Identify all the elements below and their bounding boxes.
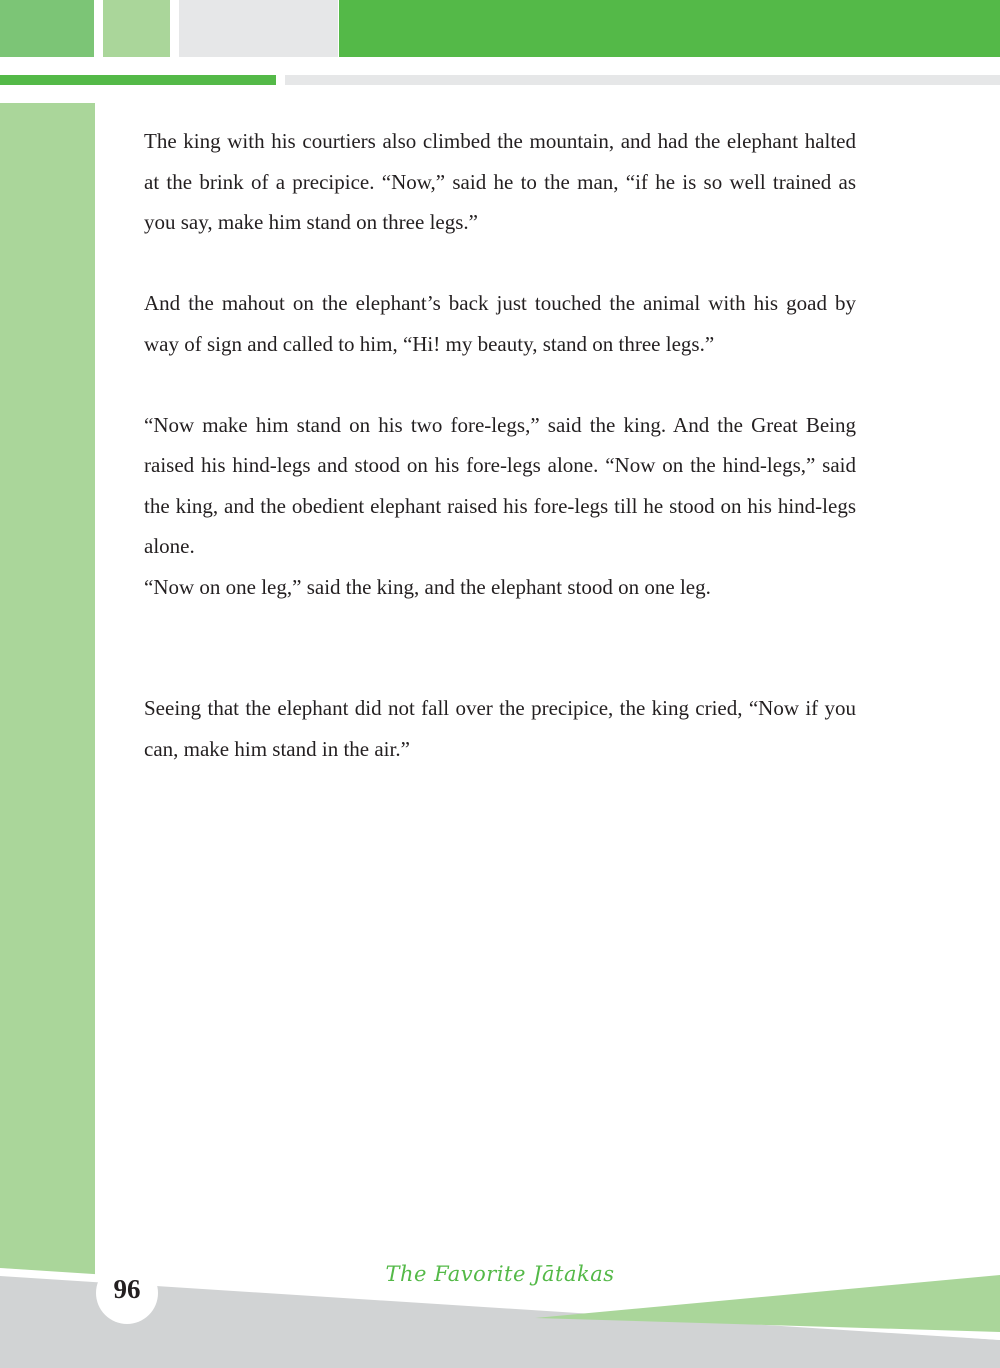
left-side-bar — [0, 103, 95, 1368]
header-block-2 — [103, 0, 170, 57]
paragraph-4: “Now on one leg,” said the king, and the elephant stood on one leg. — [144, 574, 711, 599]
page-number: 96 — [113, 1274, 141, 1304]
paragraph-5: Seeing that the elephant did not fall over the precipice, the king cried, “Now if you can, make him stand in the air.” — [144, 696, 856, 761]
header-rule-gray — [285, 75, 1000, 85]
paragraph-3: “Now make him stand on his two fore-legs,” said the king. And the Great Being raised his hind-legs and stood on his fore-legs alone. “Now on the hind-legs,” said the king, and the obedient elephant raised his fore-legs till he stood on his hind-legs alone. — [144, 412, 856, 558]
header-block-4 — [339, 0, 1000, 57]
page-content — [144, 121, 856, 769]
paragraph-2: And the mahout on the elephant’s back just touched the animal with his goad by way of sign and called to him, “Hi! my beauty, stand on three legs.” — [144, 291, 856, 356]
header-rule-green — [0, 75, 276, 85]
paragraph-1: The king with his courtiers also climbed the mountain, and had the elephant halted at the brink of a precipice. “Now,” said he to the man, “if he is so well trained as you say, make him stand on three legs.” — [144, 129, 856, 234]
book-title: The Favorite Jātakas — [385, 1262, 615, 1286]
header-block-3 — [179, 0, 338, 57]
header-block-1 — [0, 0, 94, 57]
